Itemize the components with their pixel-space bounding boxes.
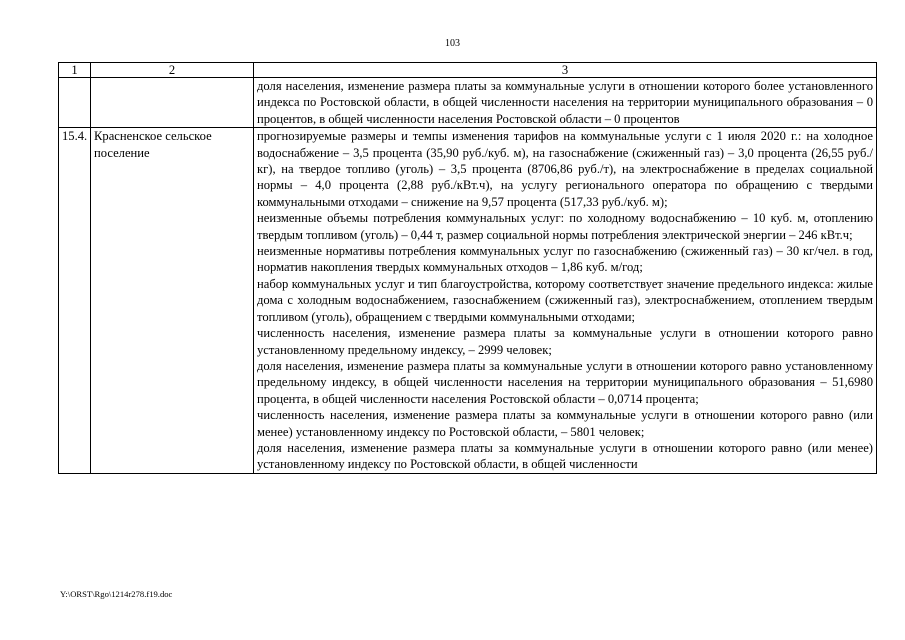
paragraph: доля населения, изменение размера платы за коммунальные услуги в отношении которого равно (или менее) установленному индексу по Ростовской области, в общей численности: [257, 440, 873, 472]
paragraph: неизменные объемы потребления коммунальных услуг: по холодному водоснабжению – 10 куб. м, отоплению твердым топливом (уголь) – 0,44 т, размер социальной нормы потребления электрической энергии – 246 кВт.ч;: [257, 211, 873, 242]
page-number: 103: [445, 38, 460, 49]
paragraph: набор коммунальных услуг и тип благоустройства, которому соответствует значение предельного индекса: жилые дома с холодным водоснабжением, газоснабжением (сжиженный газ), электроснабжением, отоплением твердым топливом (уголь), обращением с твердыми коммунальными отходами;: [257, 276, 873, 324]
row-number-cell: [59, 78, 91, 128]
column-header-1: 1: [59, 63, 91, 78]
row-content-cell: [254, 128, 877, 474]
paragraph: численность населения, изменение размера платы за коммунальные услуги в отношении которого равно (или менее) установленному индексу по Ростовской области, – 5801 человек;: [257, 408, 873, 439]
document-table: [58, 62, 877, 474]
file-path-footer: Y:\ORST\Rgo\1214r278.f19.doc: [60, 589, 173, 599]
row-number-cell: 15.4.: [59, 128, 91, 474]
paragraph: доля населения, изменение размера платы за коммунальные услуги в отношении которого более установленного индекса по Ростовской области, в общей численности населения на территории муниципального образования – 0 процентов, в общей численности населения Ростовской области – 0 процентов: [257, 79, 873, 126]
table-header-row: [59, 63, 877, 78]
paragraph: неизменные нормативы потребления коммунальных услуг по газоснабжению (сжиженный газ) – 30 кг/чел. в год, норматив накопления твердых коммунальных отходов – 1,86 куб. м/год;: [257, 244, 873, 275]
column-header-2: 2: [91, 63, 254, 78]
table-row: [59, 78, 877, 128]
row-name-cell: [91, 78, 254, 128]
paragraph: доля населения, изменение размера платы за коммунальные услуги в отношении которого равно установленному предельному индексу, в общей численности населения на территории муниципального образования – 51,6980 процента, в общей численности населения Ростовской области – 0,0714 процента;: [257, 358, 873, 406]
row-content-cell: [254, 78, 877, 128]
column-header-3: 3: [254, 63, 877, 78]
paragraph: прогнозируемые размеры и темпы изменения тарифов на коммунальные услуги с 1 июля 2020 г.: на холодное водоснабжение – 3,5 процента (35,90 руб./куб. м), на газоснабжение (сжиженный газ) – 3,0 процента (26,55 руб./кг), на твердое топливо (уголь) – 3,5 процента (8706,86 руб./т), на электроснабжение в пределах социальной нормы – 4,0 процента (2,88 руб./кВт.ч), на услугу регионального оператора по обращению с твердыми коммунальными отходами – снижение на 9,57 процента (517,33 руб./куб. м);: [257, 129, 873, 209]
table-row: [59, 128, 877, 474]
row-name-cell: Красненское сельское поселение: [91, 128, 254, 474]
paragraph: численность населения, изменение размера платы за коммунальные услуги в отношении которого равно установленному предельному индексу, – 2999 человек;: [257, 326, 873, 357]
